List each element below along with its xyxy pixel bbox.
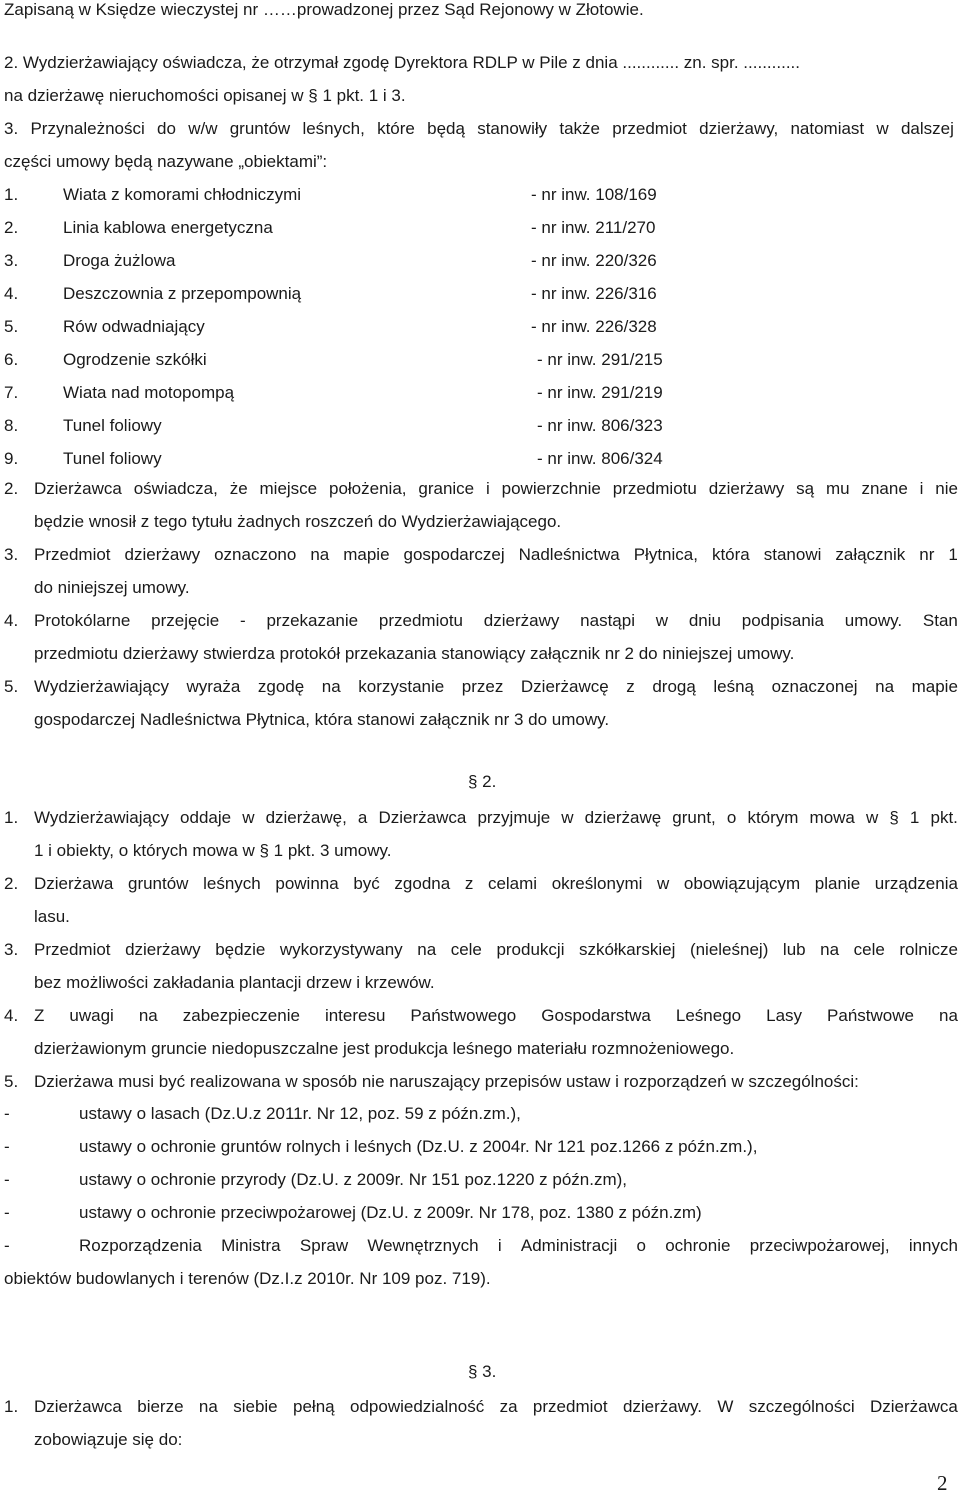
paragraph-number: 5. [4, 1072, 19, 1091]
word: o [726, 808, 737, 827]
word: gruntów [127, 874, 189, 893]
word: powinna [275, 874, 339, 893]
usage-line [34, 940, 958, 960]
word: przeciwpożarowej, [749, 1236, 890, 1255]
word: w [657, 874, 670, 893]
bullet-dash: - [4, 1170, 10, 1189]
word: obowiązującym [683, 874, 801, 893]
word: którym [747, 808, 799, 827]
word: wyraża [186, 677, 241, 696]
word: Państwowe [827, 1006, 914, 1025]
word: szczególności [748, 1397, 855, 1416]
word: 1 [909, 808, 920, 827]
word: na [321, 677, 341, 696]
word: z [464, 874, 474, 893]
word: są [796, 479, 815, 498]
word: na [138, 1006, 158, 1025]
word: podpisania [741, 611, 825, 630]
word: Dzierżawca [34, 1397, 122, 1416]
word: Leśnego [675, 1006, 742, 1025]
object-name: Linia kablowa energetyczna [63, 218, 273, 237]
word: innych [908, 1236, 958, 1255]
lessee-statement-cont: będzie wnosił z tego tytułu żadnych roszczeń do Wydzierżawiającego. [34, 512, 562, 531]
word: dzierżawy [125, 940, 201, 959]
object-name: Tunel foliowy [63, 449, 162, 468]
word: celami [487, 874, 538, 893]
word: określonymi [551, 874, 643, 893]
word: umowy. [844, 611, 903, 630]
object-name: Tunel foliowy [63, 416, 162, 435]
word: Protokólarne [34, 611, 131, 630]
lease-grant-cont: 1 i obiekty, o których mowa w § 1 pkt. 3 umowy. [34, 841, 392, 860]
word: miejsce [259, 479, 318, 498]
word: i [486, 479, 490, 498]
word: z [626, 677, 635, 696]
state-interest-cont: dzierżawionym gruncie niedopuszczalne jest produkcja leśnego materiału rozmnożeniowego. [34, 1039, 735, 1058]
word: Wydzierżawiający [34, 808, 169, 827]
word: pełną [293, 1397, 335, 1416]
object-number: 7. [4, 383, 19, 402]
word: w [655, 611, 669, 630]
word: znane [861, 479, 908, 498]
word: planie [814, 874, 861, 893]
word: leśnych, [302, 119, 365, 138]
word: Stan [922, 611, 958, 630]
word: Rozporządzenia [79, 1236, 202, 1255]
word: drogą [652, 677, 696, 696]
object-number: 6. [4, 350, 19, 369]
object-number: 8. [4, 416, 19, 435]
word: przejęcie [151, 611, 220, 630]
word: Spraw [299, 1236, 349, 1255]
forest-plan-line [34, 874, 958, 894]
word: Dzierżawcę [520, 677, 609, 696]
word: oddaje [180, 808, 232, 827]
lease-grant-line [34, 808, 958, 828]
word: w [865, 808, 879, 827]
word: rolnicze [899, 940, 958, 959]
word: w [242, 808, 255, 827]
word: Administracji [520, 1236, 618, 1255]
word: natomiast [790, 119, 865, 138]
word: Gospodarstwa [541, 1006, 651, 1025]
word: leśnych [203, 874, 261, 893]
object-inventory-number: - nr inw. 226/328 [531, 317, 657, 336]
word: Dzierżawca [378, 808, 467, 827]
word: do [157, 119, 176, 138]
word: w [561, 808, 574, 827]
word: przedmiot [532, 1397, 608, 1416]
bullet-dash: - [4, 1236, 10, 1255]
word: nr [919, 545, 935, 564]
word: lub [782, 940, 806, 959]
word: Dzierżawca [869, 1397, 958, 1416]
word: w [876, 119, 889, 138]
word: stanowi [763, 545, 822, 564]
object-name: Rów odwadniający [63, 317, 205, 336]
word: będą [427, 119, 465, 138]
regulation-item [79, 1236, 958, 1256]
object-inventory-number: - nr inw. 806/323 [537, 416, 663, 435]
object-number: 1. [4, 185, 19, 204]
object-name: Deszczownia z przepompownią [63, 284, 302, 303]
object-name: Wiata nad motopompą [63, 383, 235, 402]
paragraph-number: 2. [4, 479, 19, 498]
word: przekazanie [266, 611, 359, 630]
word: (nieleśnej) [689, 940, 769, 959]
object-name: Droga żużlowa [63, 251, 176, 270]
object-inventory-number: - nr inw. 806/324 [537, 449, 663, 468]
word: mapie [343, 545, 390, 564]
object-inventory-number: - nr inw. 220/326 [531, 251, 657, 270]
regulation-item-cont: obiektów budowlanych i terenów (Dz.I.z 2010r. Nr 109 poz. 719). [4, 1269, 491, 1288]
object-inventory-number: - nr inw. 108/169 [531, 185, 657, 204]
handover-cont: przedmiotu dzierżawy stwierdza protokół przekazania stanowiący załącznik nr 2 do niniejszej umowy. [34, 644, 795, 663]
word: Z [34, 1006, 45, 1025]
word: gospodarczej [403, 545, 505, 564]
word: mapie [911, 677, 958, 696]
regulation-item: ustawy o ochronie przyrody (Dz.U. z 2009r. Nr 151 poz.1220 z późn.zm), [79, 1170, 628, 1189]
word: Przynależności [30, 119, 145, 138]
word: a [357, 808, 368, 827]
word: - [240, 611, 246, 630]
word: dniu [688, 611, 721, 630]
word: w/w [188, 119, 218, 138]
word: § [889, 808, 899, 827]
word: W [717, 1397, 734, 1416]
word: na [820, 940, 840, 959]
word: że [229, 479, 248, 498]
map-statement-line [34, 545, 958, 565]
word: wykorzystywany [279, 940, 403, 959]
liability-line [34, 1397, 958, 1417]
word: na [875, 677, 895, 696]
word: Dzierżawca [34, 479, 122, 498]
word: przedmiotu [612, 479, 697, 498]
word: Płytnica, [633, 545, 698, 564]
word: dzierżawę [584, 808, 662, 827]
road-consent-cont: gospodarczej Nadleśnictwa Płytnica, która stanowi załącznik nr 3 do umowy. [34, 710, 610, 729]
object-number: 3. [4, 251, 19, 270]
paragraph-number: 4. [4, 1006, 19, 1025]
word: Przedmiot [34, 545, 111, 564]
word: Wewnętrznych [367, 1236, 479, 1255]
object-number: 2. [4, 218, 19, 237]
word: dzierżawy. [622, 1397, 702, 1416]
word: odpowiedzialność [350, 1397, 485, 1416]
bullet-dash: - [4, 1104, 10, 1123]
paragraph-number: 3. [4, 545, 19, 564]
object-inventory-number: - nr inw. 226/316 [531, 284, 657, 303]
word: 1 [948, 545, 958, 564]
lessee-statement-line [34, 479, 958, 499]
word: być [353, 874, 380, 893]
word: stanowiły [477, 119, 548, 138]
word: nastąpi [580, 611, 635, 630]
paragraph-number: 3. [4, 940, 19, 959]
object-number: 4. [4, 284, 19, 303]
object-name: Wiata z komorami chłodniczymi [63, 185, 302, 204]
word: nie [935, 479, 958, 498]
liability-cont: zobowiązuje się do: [34, 1430, 183, 1449]
word: przyjmuje [477, 808, 551, 827]
word: leśną [713, 677, 755, 696]
word: także [559, 119, 601, 138]
section-heading: § 2. [468, 772, 497, 791]
object-inventory-number: - nr inw. 211/270 [531, 218, 656, 237]
word: mu [825, 479, 850, 498]
word: przedmiotu [378, 611, 464, 630]
word: siebie [233, 1397, 278, 1416]
word: mowa [809, 808, 855, 827]
word: dzierżawy, [699, 119, 779, 138]
word: grunt, [672, 808, 716, 827]
word: załącznik [835, 545, 906, 564]
word: oświadcza, [133, 479, 218, 498]
paragraph-number: 1. [4, 1397, 19, 1416]
word: za [499, 1397, 518, 1416]
word: interesu [324, 1006, 386, 1025]
word: Ministra [221, 1236, 281, 1255]
regulation-item: ustawy o ochronie gruntów rolnych i leśnych (Dz.U. z 2004r. Nr 121 poz.1266 z późn.zm.), [79, 1137, 758, 1156]
word: i [497, 1236, 502, 1255]
bullet-dash: - [4, 1203, 10, 1222]
word: Lasy [766, 1006, 803, 1025]
word: zgodna [394, 874, 451, 893]
consent-line-cont: na dzierżawę nieruchomości opisanej w § 1 pkt. 1 i 3. [4, 86, 406, 105]
word: na [417, 940, 437, 959]
road-consent-line [34, 677, 958, 697]
map-statement-cont: do niniejszej umowy. [34, 578, 190, 597]
paragraph-number: 4. [4, 611, 19, 630]
word: gruntów [229, 119, 291, 138]
word: zabezpieczenie [182, 1006, 300, 1025]
word: uwagi [69, 1006, 114, 1025]
word: oznaczono [214, 545, 297, 564]
word: granice [418, 479, 475, 498]
word: cele [450, 940, 482, 959]
consent-line: 2. Wydzierżawiający oświadcza, że otrzymał zgodę Dyrektora RDLP w Pile z dnia ............ zn. spr. ............ [4, 53, 800, 72]
word: na [310, 545, 330, 564]
word: oznaczonej [771, 677, 858, 696]
object-inventory-number: - nr inw. 291/215 [537, 350, 663, 369]
word: położenia, [329, 479, 407, 498]
appurtenances-line [4, 119, 954, 139]
paragraph-number: 5. [4, 677, 19, 696]
handover-line [34, 611, 958, 631]
word: dzierżawy [708, 479, 785, 498]
word: przedmiot [612, 119, 687, 138]
section-heading: § 3. [468, 1362, 497, 1381]
word: dzierżawy [483, 611, 560, 630]
object-number: 9. [4, 449, 19, 468]
paragraph-number: 2. [4, 874, 19, 893]
object-inventory-number: - nr inw. 291/219 [537, 383, 663, 402]
word: dzierżawy [124, 545, 201, 564]
word: które [377, 119, 415, 138]
page-number: 2 [937, 1471, 948, 1495]
word: produkcji [496, 940, 565, 959]
word: Nadleśnictwa [518, 545, 620, 564]
word: Dzierżawa [34, 874, 114, 893]
word: Państwowego [410, 1006, 517, 1025]
word: powierzchnie [501, 479, 601, 498]
regulation-item: ustawy o lasach (Dz.U.z 2011r. Nr 12, poz. 59 z późn.zm.), [79, 1104, 521, 1123]
word: 3. [4, 119, 19, 138]
state-interest-line [34, 1006, 958, 1026]
bullet-dash: - [4, 1137, 10, 1156]
object-name: Ogrodzenie szkółki [63, 350, 207, 369]
land-register-line: Zapisaną w Księdze wieczystej nr ……prowadzonej przez Sąd Rejonowy w Złotowie. [4, 0, 644, 19]
word: szkółkarskiej [579, 940, 676, 959]
regulation-item: ustawy o ochronie przeciwpożarowej (Dz.U. z 2009r. Nr 178, poz. 1380 z późn.zm) [79, 1203, 702, 1222]
word: urządzenia [874, 874, 958, 893]
paragraph-number: 1. [4, 808, 19, 827]
word: dzierżawę, [265, 808, 347, 827]
word: Przedmiot [34, 940, 111, 959]
word: ochronie [665, 1236, 731, 1255]
word: przez [461, 677, 504, 696]
word: dalszej [900, 119, 954, 138]
regulations-intro: Dzierżawa musi być realizowana w sposób nie naruszający przepisów ustaw i rozporządzeń w szczególności: [34, 1072, 859, 1091]
word: będzie [215, 940, 266, 959]
word: o [636, 1236, 646, 1255]
word: cele [853, 940, 885, 959]
word: i [919, 479, 924, 498]
word: która [711, 545, 750, 564]
object-number: 5. [4, 317, 19, 336]
word: korzystanie [358, 677, 445, 696]
word: bierze [137, 1397, 184, 1416]
word: na [938, 1006, 958, 1025]
appurtenances-line-cont: części umowy będą nazywane „obiektami”: [4, 152, 328, 171]
word: zgodę [257, 677, 305, 696]
usage-cont: bez możliwości zakładania plantacji drzew i krzewów. [34, 973, 435, 992]
forest-plan-cont: lasu. [34, 907, 70, 926]
word: na [198, 1397, 218, 1416]
word: Wydzierżawiający [34, 677, 169, 696]
word: pkt. [930, 808, 958, 827]
